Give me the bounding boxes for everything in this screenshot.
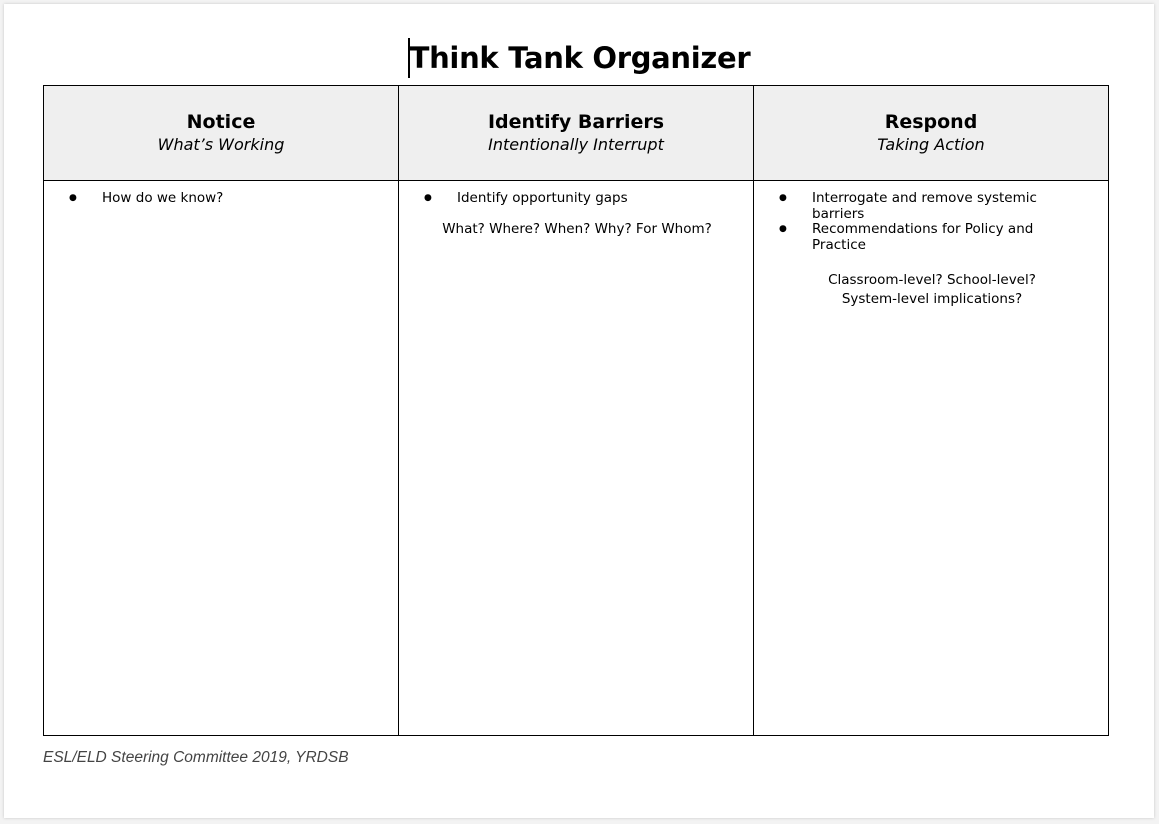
column-heading-respond: Respond — [884, 111, 978, 133]
bullet-item: ● Identify opportunity gaps — [419, 191, 735, 207]
note-line: What? Where? When? Why? For Whom? — [442, 220, 712, 237]
column-heading-identify-barriers: Identify Barriers — [487, 111, 665, 133]
cell-content-identify-barriers — [399, 181, 753, 239]
note-respond — [774, 271, 1090, 309]
cell-content-respond — [754, 181, 1108, 309]
document-footer: ESL/ELD Steering Committee 2019, YRDSB — [43, 749, 349, 766]
document-page — [4, 4, 1154, 818]
column-subheading-notice: What’s Working — [157, 135, 285, 154]
note-line: Classroom-level? School-level? — [828, 272, 1036, 288]
document-title[interactable]: Think Tank Organizer — [408, 38, 751, 78]
header-cell-respond[interactable] — [754, 86, 1109, 181]
note-identify-barriers — [419, 220, 735, 239]
bullet-item: ● Interrogate and remove systemic barriers — [774, 191, 1090, 222]
bullet-item: ● Recommendations for Policy and Practice — [774, 222, 1090, 253]
body-cell-notice[interactable] — [44, 181, 399, 736]
header-cell-identify-barriers[interactable] — [399, 86, 754, 181]
column-heading-notice: Notice — [186, 111, 256, 133]
bullet-item: ● How do we know? — [64, 191, 380, 207]
bullet-list-identify-barriers — [419, 191, 735, 207]
header-cell-notice[interactable] — [44, 86, 399, 181]
header-row — [44, 86, 1109, 181]
cell-content-notice — [44, 181, 398, 207]
title-wrap — [4, 38, 1154, 78]
note-line: System-level implications? — [841, 291, 1023, 307]
body-cell-identify-barriers[interactable] — [399, 181, 754, 736]
bullet-list-notice — [64, 191, 380, 207]
organizer-table — [43, 85, 1109, 736]
bullet-list-respond — [774, 191, 1090, 253]
column-subheading-respond: Taking Action — [877, 135, 985, 154]
body-row — [44, 181, 1109, 736]
body-cell-respond[interactable] — [754, 181, 1109, 736]
column-subheading-identify-barriers: Intentionally Interrupt — [488, 135, 664, 154]
